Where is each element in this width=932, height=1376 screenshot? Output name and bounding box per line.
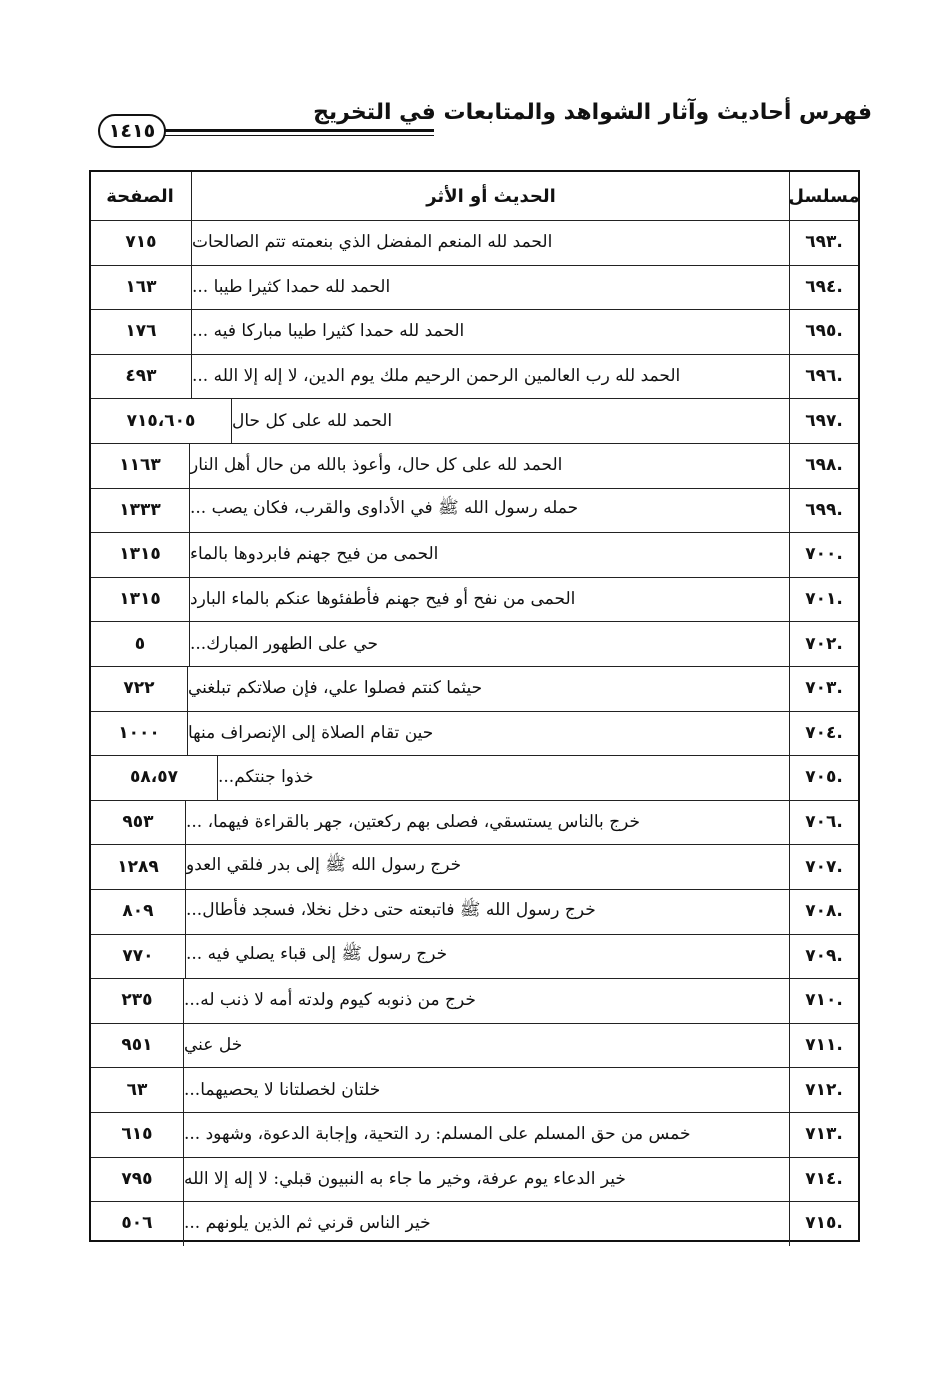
index-table [89,170,860,1242]
hadith-text: خرج رسول ﷺ إلى قباء يصلي فيه ... [185,934,790,979]
table-row [91,443,858,489]
page-ref: ٥٠٦ [121,1213,153,1234]
table-row [91,1023,858,1069]
hadith-text: الحمد لله المنعم المفضل الذي بنعمته تتم الصالحات [191,220,790,265]
hadith-text: خرج رسول الله ﷺ فاتبعته حتى دخل نخلا، فسجد فأطال... [185,889,790,934]
column-header-hadith: الحديث أو الأثر [191,172,790,220]
hadith-text: خل عني [183,1023,790,1068]
serial-number: ٧٠٤. [789,711,858,756]
hadith-text: حين تقام الصلاة إلى الإنصراف منها [187,711,790,756]
table-row [91,1067,858,1113]
page-ref: ٧١٥،٦٠٥ [126,410,196,431]
table-row [91,889,858,935]
serial-number: ٦٩٨. [789,443,858,488]
hadith-text: خير الناس قرني ثم الذين يلونهم ... [183,1201,790,1246]
page-ref: ١٧٦ [125,321,157,342]
page-ref: ٥٨،٥٧ [130,767,178,788]
serial-number: ٧١٢. [789,1067,858,1112]
page-header [96,96,872,156]
table-row [91,265,858,311]
header-rule-thin [164,135,434,136]
hadith-text: الحمد لله حمدا كثيرا طيبا ... [191,265,790,310]
page-ref: ٦١٥ [121,1124,153,1145]
table-row [91,398,858,444]
table-row [91,1112,858,1158]
table-row [91,711,858,757]
serial-number: ٧١٤. [789,1157,858,1202]
hadith-text: الحمد لله على كل حال [231,398,790,443]
table-row [91,978,858,1024]
header-rule [164,129,434,132]
hadith-text: خرج من ذنوبه كيوم ولدته أمه لا ذنب له... [183,978,790,1023]
page-ref: ١٢٨٩ [117,856,159,877]
table-row [91,755,858,801]
hadith-text: خير الدعاء يوم عرفة، وخير ما جاء به النبيون قبلي: لا إله إلا الله [183,1157,790,1202]
serial-number: ٧٠٨. [789,889,858,934]
page-ref: ٧٩٥ [121,1168,153,1189]
hadith-text: حيثما كنتم فصلوا علي، فإن صلاتكم تبلغني [187,666,790,711]
serial-number: ٧٠١. [789,577,858,622]
hadith-text: خذوا جنتكم... [217,755,790,800]
table-row [91,800,858,846]
table-row [91,1201,858,1246]
table-row [91,666,858,712]
hadith-text: خرج رسول الله ﷺ إلى بدر فلقي العدو [185,844,790,889]
table-row [91,621,858,667]
page-ref: ١٦٣ [125,276,157,297]
serial-number: ٧٠٥. [789,755,858,800]
serial-number: ٧١٣. [789,1112,858,1157]
hadith-text: حمله رسول الله ﷺ في الأداوى والقرب، فكان يصب ... [189,488,790,533]
table-row [91,1157,858,1203]
serial-number: ٧٠٦. [789,800,858,845]
running-title: فهرس أحاديث وآثار الشواهد والمتابعات في التخريج [313,100,872,125]
page-ref: ٧٢٢ [123,678,155,699]
page-ref: ٧١٥ [125,232,157,253]
page-ref: ٧٧٠ [122,945,154,966]
serial-number: ٧١٥. [789,1201,858,1246]
serial-number: ٧١٠. [789,978,858,1023]
serial-number: ٦٩٧. [789,398,858,443]
table-row [91,934,858,980]
table-row [91,309,858,355]
serial-number: ٧٠٣. [789,666,858,711]
page-ref: ٨٠٩ [122,901,154,922]
hadith-text: خلتان لخصلتانا لا يحصيهما... [183,1067,790,1112]
table-row [91,488,858,534]
column-header-serial: مسلسل [789,172,858,220]
hadith-text: الحمى من فيح جهنم فابردوها بالماء [189,532,790,577]
page-ref: ١٣٣٣ [119,499,161,520]
serial-number: ٧٠٠. [789,532,858,577]
page-ref: ٤٩٣ [125,366,157,387]
serial-number: ٦٩٤. [789,265,858,310]
hadith-text: الحمد لله على كل حال، وأعوذ بالله من حال أهل النار [189,443,790,488]
page-ref: ٢٣٥ [121,990,153,1011]
table-header-row [91,172,858,221]
page-ref: ٩٥٣ [122,812,154,833]
page-ref: ٥ [134,633,146,654]
column-header-page: الصفحة [106,185,174,207]
table-row [91,220,858,266]
page-ref: ٦٣ [126,1079,148,1100]
serial-number: ٧٠٩. [789,934,858,979]
page-ref: ١١٦٣ [119,455,161,476]
hadith-text: الحمد لله حمدا كثيرا طيبا مباركا فيه ... [191,309,790,354]
hadith-text: خرج بالناس يستسقي، فصلى بهم ركعتين، جهر بالقراءة فيهما، ... [185,800,790,845]
page-ref: ١٠٠٠ [118,722,160,743]
serial-number: ٧٠٢. [789,621,858,666]
page-number-badge: ١٤١٥ [98,114,166,148]
table-row [91,844,858,890]
hadith-text: الحمد لله رب العالمين الرحمن الرحيم ملك يوم الدين، لا إله إلا الله ... [191,354,790,399]
hadith-text: حي على الطهور المبارك... [189,621,790,666]
serial-number: ٧١١. [789,1023,858,1068]
serial-number: ٦٩٣. [789,220,858,265]
page-ref: ٩٥١ [121,1035,153,1056]
serial-number: ٧٠٧. [789,844,858,889]
hadith-text: خمس من حق المسلم على المسلم: رد التحية، وإجابة الدعوة، وشهود ... [183,1112,790,1157]
table-row [91,354,858,400]
serial-number: ٦٩٩. [789,488,858,533]
page-ref: ١٣١٥ [119,589,161,610]
page-ref: ١٣١٥ [119,544,161,565]
table-row [91,532,858,578]
serial-number: ٦٩٦. [789,354,858,399]
table-row [91,577,858,623]
serial-number: ٦٩٥. [789,309,858,354]
hadith-text: الحمى من نفح أو فيح جهنم فأطفئوها عنكم بالماء البارد [189,577,790,622]
